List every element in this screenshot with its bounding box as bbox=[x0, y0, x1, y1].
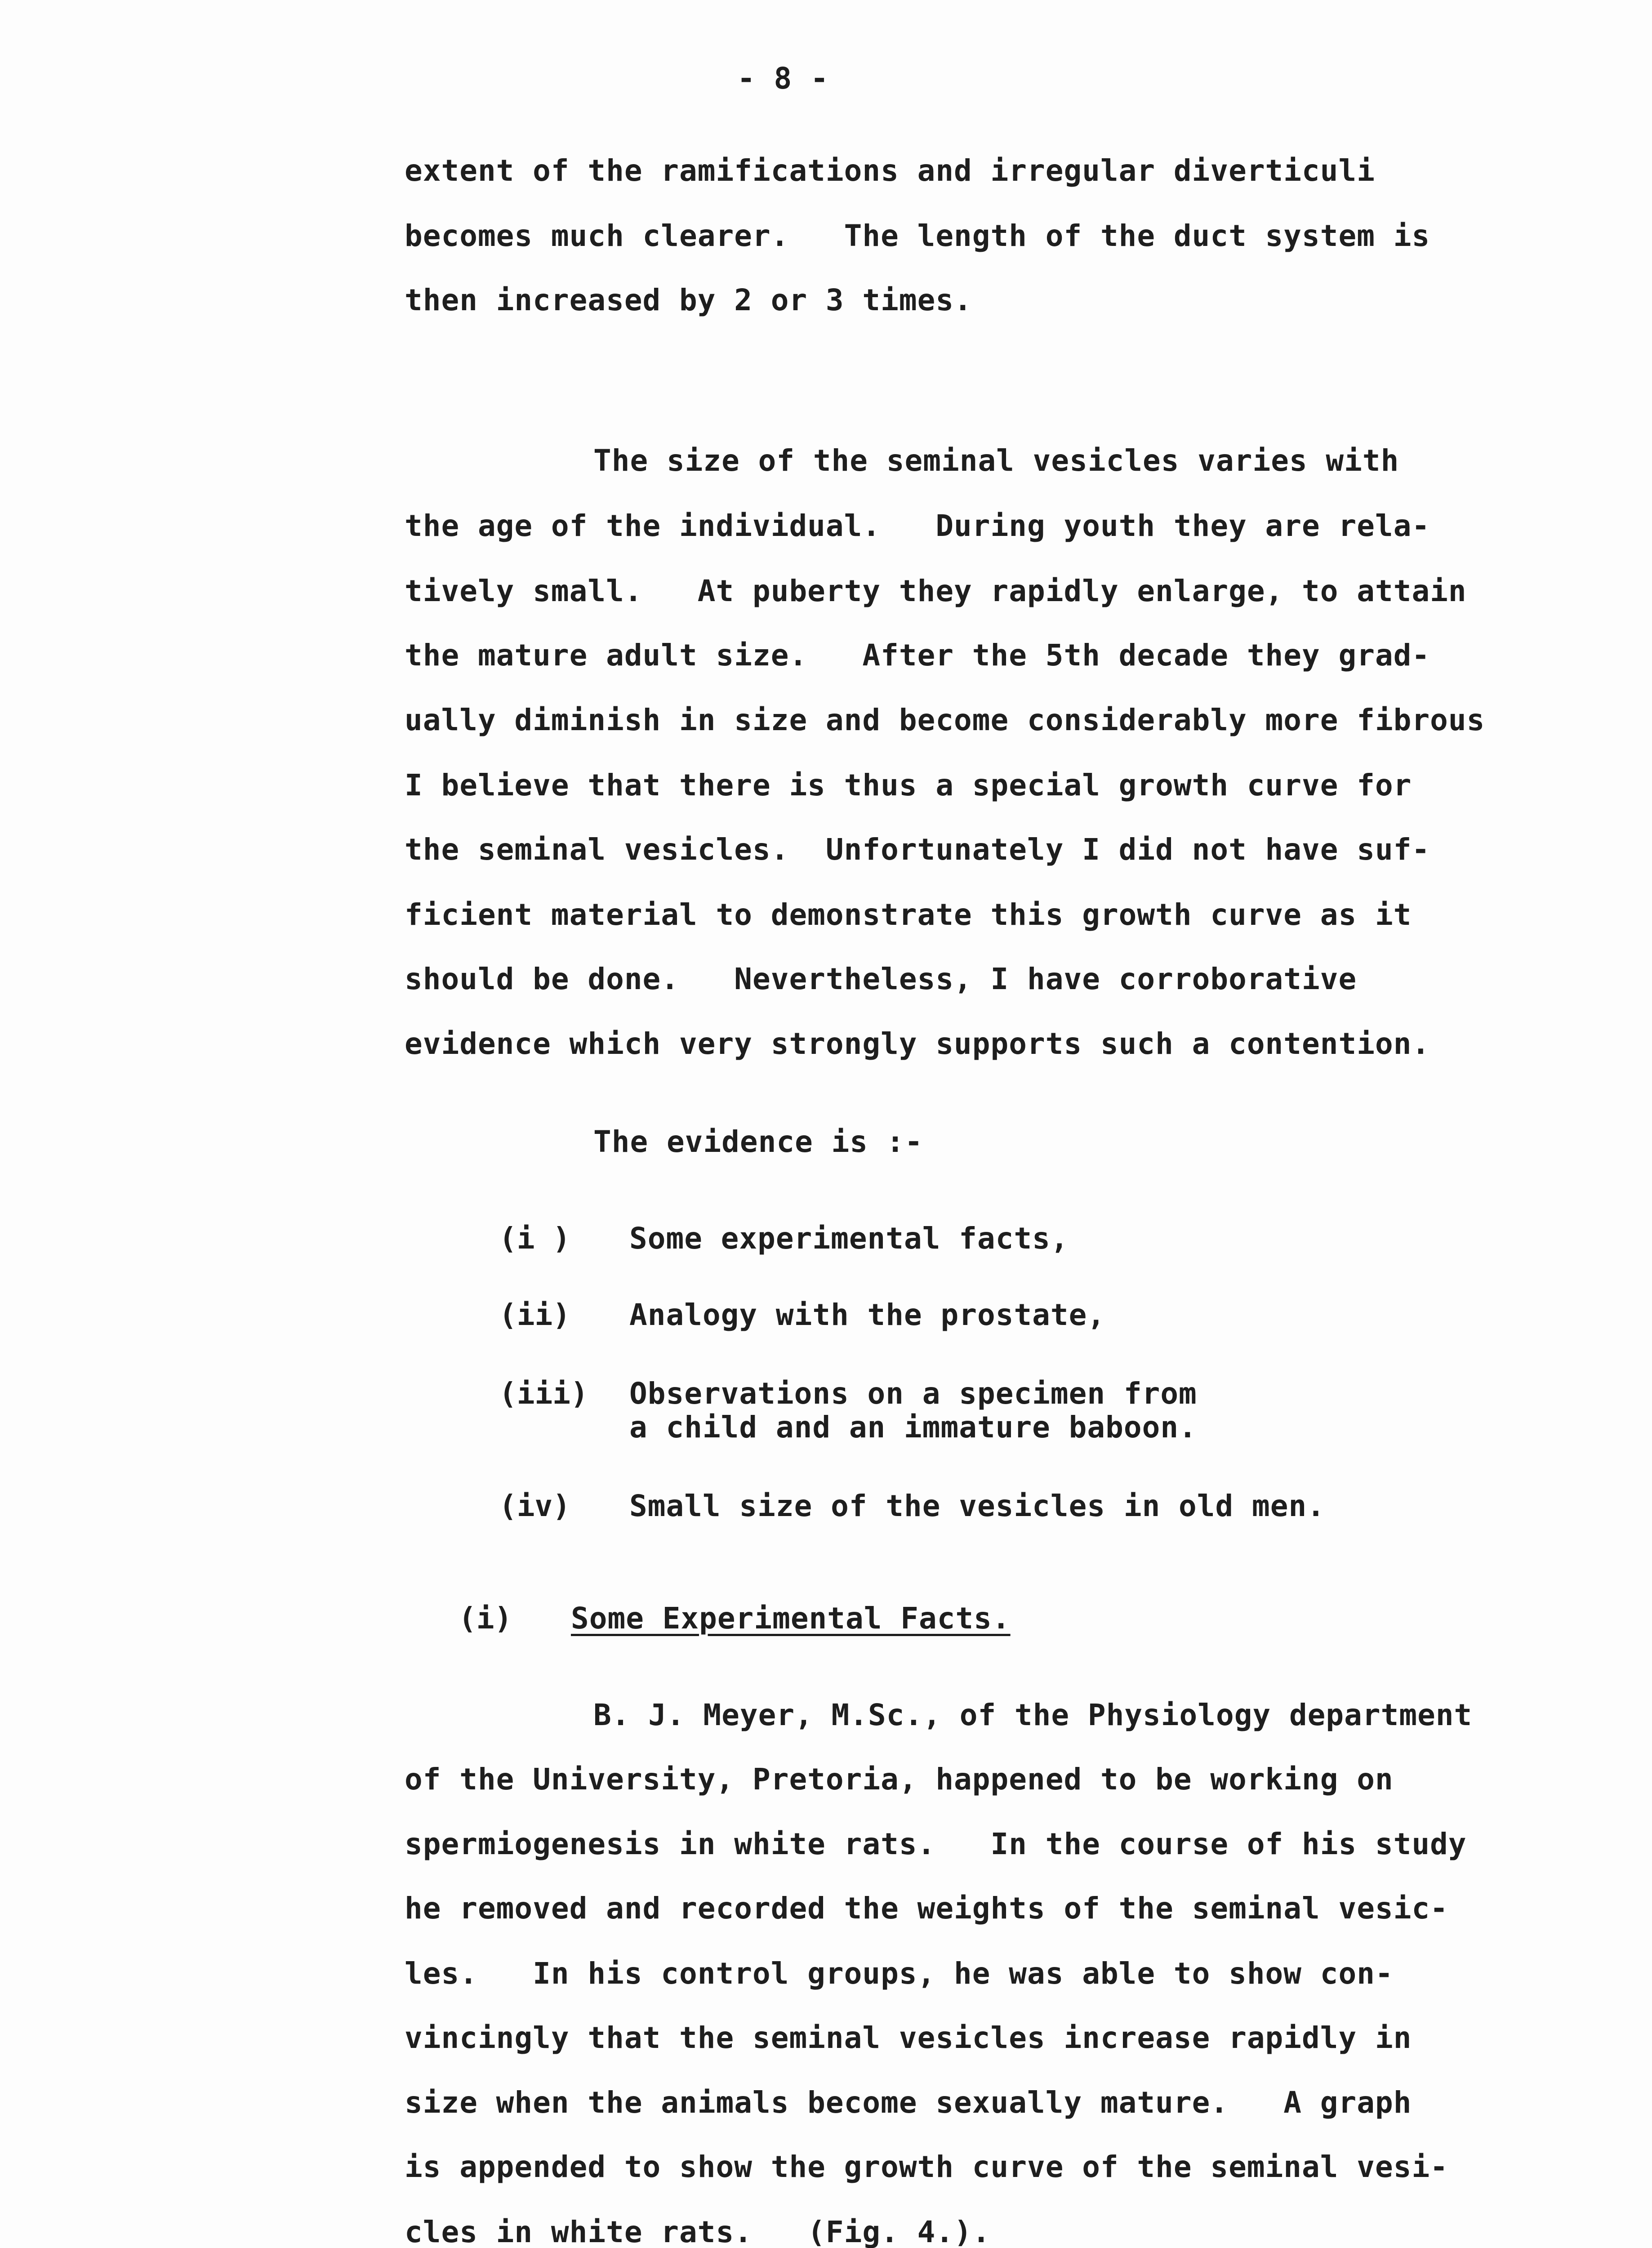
paragraph-line: I believe that there is thus a special growth curve for bbox=[405, 768, 1412, 803]
paragraph-line: B. J. Meyer, M.Sc., of the Physiology department bbox=[593, 1698, 1473, 1732]
paragraph-line: ficient material to demonstrate this growth curve as it bbox=[405, 897, 1412, 932]
paragraph-line: he removed and recorded the weights of the seminal vesic- bbox=[405, 1891, 1448, 1926]
paragraph-line: tively small. At puberty they rapidly enlarge, to attain bbox=[405, 574, 1467, 608]
page-number: - 8 - bbox=[737, 61, 829, 96]
paragraph-line: should be done. Nevertheless, I have corroborative bbox=[405, 962, 1357, 996]
paragraph-line: becomes much clearer. The length of the duct system is bbox=[405, 219, 1430, 253]
paragraph-line: extent of the ramifications and irregular diverticuli bbox=[405, 153, 1375, 188]
list-item-number: (i ) bbox=[499, 1221, 570, 1256]
list-item-text: Observations on a specimen from bbox=[629, 1376, 1197, 1411]
paragraph-line: cles in white rats. (Fig. 4.). bbox=[405, 2215, 991, 2248]
list-item-text: Analogy with the prostate, bbox=[629, 1298, 1106, 1332]
list-item-number: (ii) bbox=[499, 1298, 570, 1332]
paragraph-line: ually diminish in size and become considerably more fibrous bbox=[405, 703, 1485, 737]
paragraph-line: les. In his control groups, he was able to show con- bbox=[405, 1956, 1394, 1991]
paragraph-line: evidence which very strongly supports such a contention. bbox=[405, 1026, 1430, 1061]
paragraph-line: then increased by 2 or 3 times. bbox=[405, 283, 972, 317]
section-heading-number: (i) bbox=[459, 1601, 512, 1636]
paragraph-line: spermiogenesis in white rats. In the course of his study bbox=[405, 1827, 1467, 1861]
evidence-intro: The evidence is :- bbox=[593, 1124, 923, 1159]
list-item-text-continued: a child and an immature baboon. bbox=[629, 1410, 1197, 1445]
section-heading-title: Some Experimental Facts. bbox=[571, 1601, 1011, 1636]
list-item-number: (iii) bbox=[499, 1376, 588, 1411]
paragraph-line: is appended to show the growth curve of the seminal vesi- bbox=[405, 2150, 1448, 2184]
paragraph-line: the seminal vesicles. Unfortunately I did not have suf- bbox=[405, 832, 1430, 867]
paragraph-line: the mature adult size. After the 5th decade they grad- bbox=[405, 638, 1430, 673]
paragraph-line: vincingly that the seminal vesicles increase rapidly in bbox=[405, 2021, 1412, 2055]
paragraph-line: The size of the seminal vesicles varies with bbox=[593, 443, 1399, 478]
paragraph-line: the age of the individual. During youth they are rela- bbox=[405, 508, 1430, 543]
list-item-number: (iv) bbox=[499, 1489, 570, 1523]
paragraph-line: of the University, Pretoria, happened to be working on bbox=[405, 1762, 1394, 1797]
list-item-text: Some experimental facts, bbox=[629, 1221, 1069, 1256]
paragraph-line: size when the animals become sexually mature. A graph bbox=[405, 2085, 1412, 2120]
list-item-text: Small size of the vesicles in old men. bbox=[629, 1489, 1325, 1523]
